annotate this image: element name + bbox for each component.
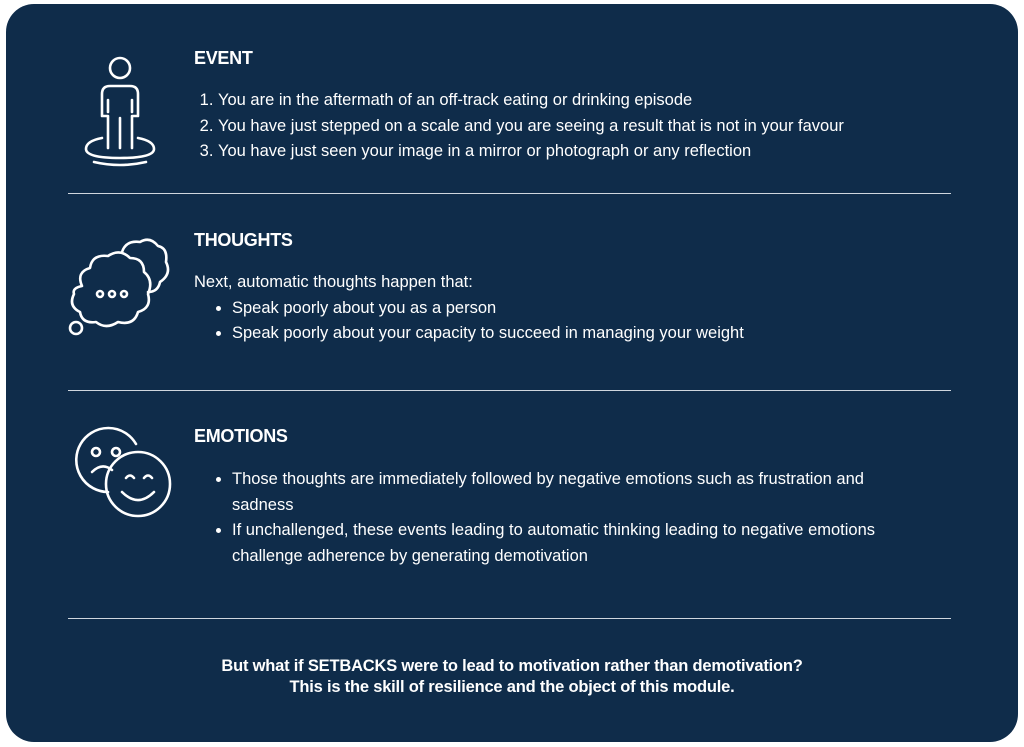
sad-happy-faces-icon [70, 422, 174, 526]
closing-line-1: But what if SETBACKS were to lead to motivation rather than demotivation? [221, 657, 803, 675]
thoughts-block [194, 270, 744, 347]
emotions-list [194, 467, 914, 569]
list-item: • Those thoughts are immediately followed by negative emotions such as frustration and sadness [232, 467, 914, 518]
closing-line-2: This is the skill of resilience and the object of this module. [289, 678, 735, 696]
section-divider [68, 618, 951, 619]
event-list-block [194, 88, 844, 165]
list-item: • If unchallenged, these events leading to automatic thinking leading to negative emotions challenge adherence by generating demotivation [232, 518, 914, 569]
event-heading: EVENT [194, 48, 253, 68]
thoughts-list [194, 296, 744, 347]
list-item: • Speak poorly about you as a person [232, 296, 744, 322]
list-item: • Speak poorly about your capacity to succeed in managing your weight [232, 321, 744, 347]
list-item: 1. You are in the aftermath of an off-track eating or drinking episode [218, 88, 844, 114]
thoughts-heading: THOUGHTS [194, 230, 293, 250]
thought-bubble-icon [62, 236, 170, 340]
closing-statement [6, 656, 1018, 698]
list-item: 2. You have just stepped on a scale and you are seeing a result that is not in your favour [218, 114, 844, 140]
emotions-block [194, 467, 914, 569]
emotions-heading: EMOTIONS [194, 426, 288, 446]
infographic-card [6, 4, 1018, 742]
person-on-scale-icon [80, 52, 160, 170]
list-item: 3. You have just seen your image in a mirror or photograph or any reflection [218, 139, 844, 165]
thoughts-intro: Next, automatic thoughts happen that: [194, 273, 473, 291]
section-divider [68, 193, 951, 194]
event-list [194, 88, 844, 165]
section-divider [68, 390, 951, 391]
